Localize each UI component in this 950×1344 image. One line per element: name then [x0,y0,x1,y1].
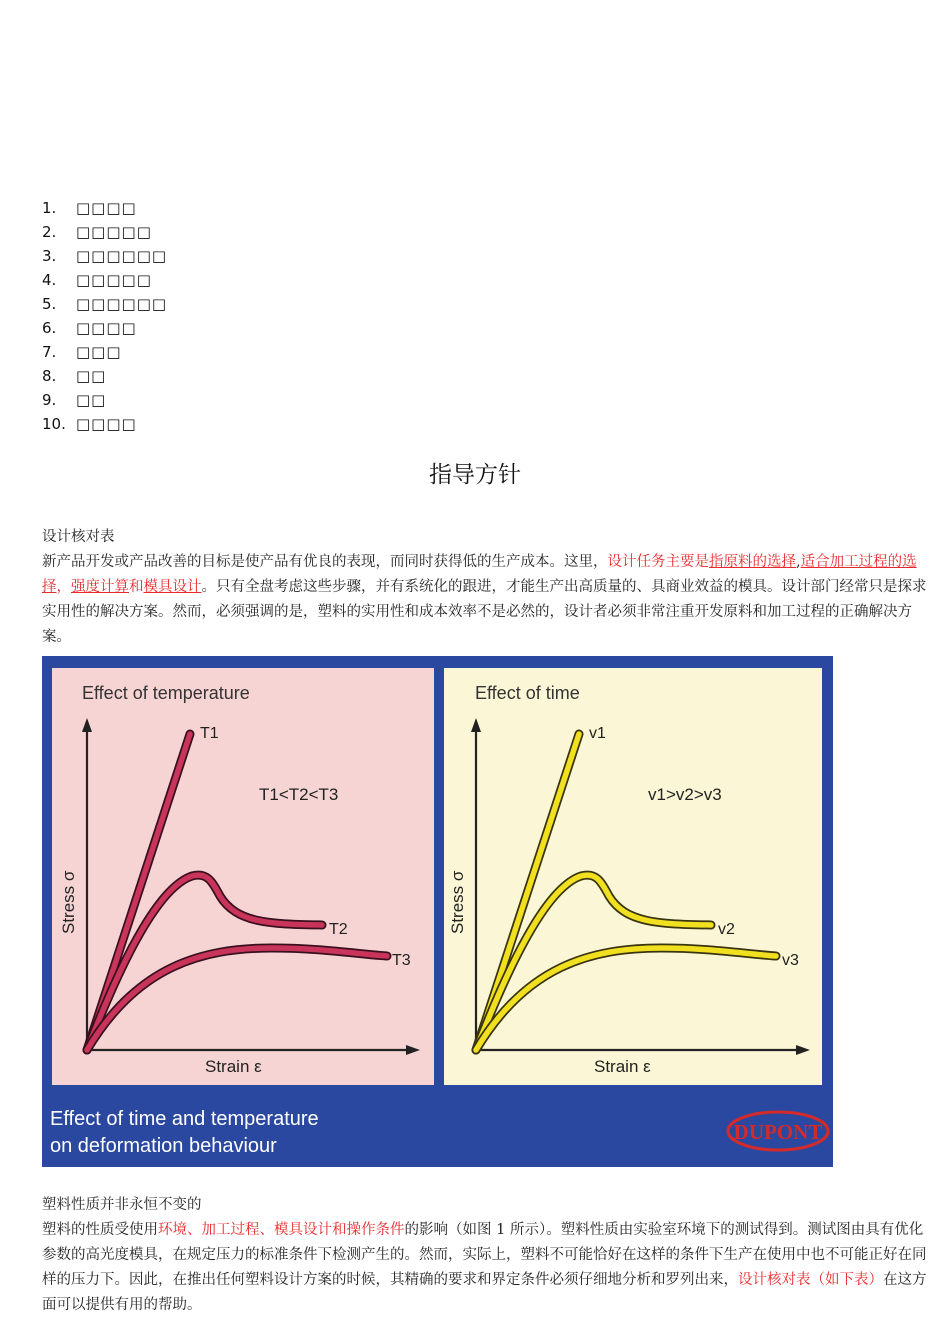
toc-item[interactable]: 5. □□□□□□ [42,295,168,313]
label-t1: T1 [200,725,219,742]
link-process-selection[interactable]: 适合加工过程的选择 [42,554,917,595]
section-title: 塑料性质并非永恒不变的 [42,1197,202,1213]
toc-item[interactable]: 4. □□□□□ [42,271,152,289]
label-v2: v2 [718,921,735,938]
toc-item[interactable]: 1. □□□□ [42,199,137,217]
toc-item[interactable]: 2. □□□□□ [42,223,152,241]
figure-caption-line1: Effect of time and temperature [50,1108,319,1130]
svg-text:DUPONT: DUPONT [733,1120,823,1144]
right-xlabel: Strain ε [594,1057,651,1076]
left-ylabel: Stress σ [59,870,78,934]
page-heading: 指导方针 [429,462,521,488]
temperature-relation: T1<T2<T3 [259,785,339,804]
link-design-checklist[interactable]: 设计核对表（如下表） [738,1272,883,1288]
section-design-checklist [42,525,932,650]
toc-item[interactable]: 7. □□□ [42,343,122,361]
label-t2: T2 [329,921,348,938]
link-mold-design[interactable]: 模具设计 [143,579,202,595]
label-v3: v3 [782,952,799,969]
time-panel-title: Effect of time [475,683,580,703]
figure-caption-line2: on deformation behaviour [50,1135,277,1157]
section-title: 设计核对表 [42,529,115,545]
label-t3: T3 [392,952,411,969]
deformation-figure [42,656,833,1167]
highlight-text: 环境、加工过程、模具设计和操作条件 [158,1222,405,1238]
section-paragraph: 新产品开发或产品改善的目标是使产品有优良的表现，而同时获得低的生产成本。这里，设计任务主要是指原料的选择,适合加工过程的选择，强度计算和模具设计。只有全盘考虑这些步骤，并有系统化的跟进，才能生产出高质量的、具商业效益的模具。设计部门经常只是探求实用性的解决方案。然而，必须强调的是，塑料的实用性和成本效率不是必然的，设计者必须非常注重开发原料和加工过程的正确解决方案。 [42,554,927,645]
link-strength-calculation[interactable]: 强度计算 [71,579,129,595]
time-panel [444,668,822,1085]
toc-item[interactable]: 6. □□□□ [42,319,137,337]
toc-item[interactable]: 10. □□□□ [42,415,137,433]
toc-item[interactable]: 3. □□□□□□ [42,247,168,265]
section-paragraph: 塑料的性质受使用环境、加工过程、模具设计和操作条件的影响（如图 1 所示）。塑料性质由实验室环境下的测试得到。测试图由具有优化参数的高光度模具，在规定压力的标准条件下检测产生的。然而，实际上，塑料不可能恰好在这样的条件下生产在使用中也不可能正好在同样的压力下。因此，在推出任何塑料设计方案的时候，其精确的要求和界定条件必须仔细地分析和罗列出来，设计核对表（如下表）在这方面可以提供有用的帮助。 [42,1222,927,1313]
temperature-panel-title: Effect of temperature [82,683,250,703]
right-ylabel: Stress σ [448,870,467,934]
toc-item[interactable]: 8. □□ [42,367,107,385]
link-material-selection[interactable]: 指原料的选择 [709,554,796,570]
highlight-text: 设计任务主要是 [607,554,709,570]
table-of-contents [42,196,167,436]
section-properties [42,1193,932,1318]
left-xlabel: Strain ε [205,1057,262,1076]
label-v1: v1 [589,725,606,742]
toc-item[interactable]: 9. □□ [42,391,107,409]
time-relation: v1>v2>v3 [648,785,722,804]
